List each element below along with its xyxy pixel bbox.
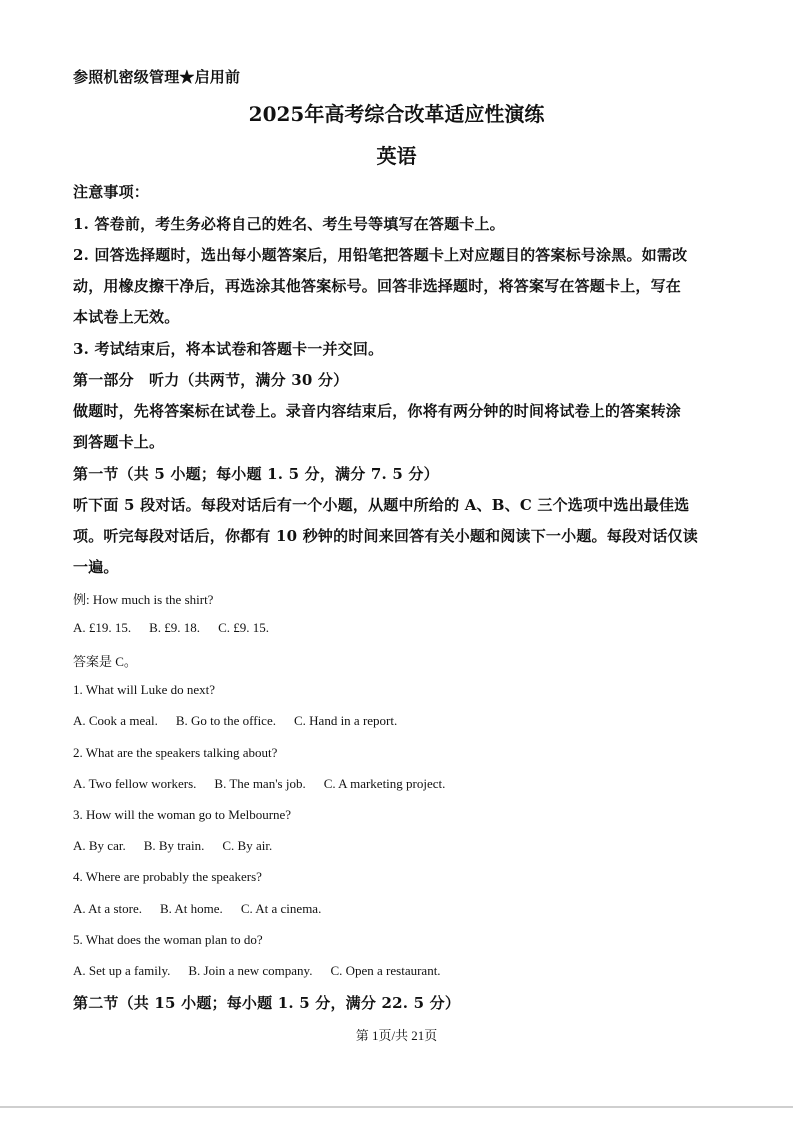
notice-item-3: 3. 考试结束后，将本试卷和答题卡一并交回。 [73, 340, 384, 358]
q5-option-a: A. Set up a family. [73, 963, 171, 978]
question-4: 4. Where are probably the speakers? [73, 869, 262, 884]
example-option-c: C. £9. 15. [218, 620, 269, 635]
notice-item-2-line-2: 动，用橡皮擦干净后，再选涂其他答案标号。回答非选择题时，将答案写在答题卡上，写在 [73, 277, 682, 295]
q1-option-a: A. Cook a meal. [73, 713, 158, 728]
question-5: 5. What does the woman plan to do? [73, 932, 263, 947]
notice-item-1: 1. 答卷前，考生务必将自己的姓名、考生号等填写在答题卡上。 [73, 215, 505, 233]
q5-option-b: B. Join a new company. [188, 963, 313, 978]
section1-heading: 第一节（共 5 小题；每小题 1. 5 分，满分 7. 5 分） [73, 465, 439, 483]
q4-option-c: C. At a cinema. [240, 901, 322, 916]
q3-option-b: B. By train. [143, 838, 205, 853]
question-5-options [73, 963, 459, 979]
part1-heading: 第一部分 听力（共两节，满分 30 分） [73, 371, 349, 389]
notice-item-2-line-1: 2. 回答选择题时，选出每小题答案后，用铅笔把答题卡上对应题目的答案标号涂黑。如需改 [73, 246, 688, 264]
q1-option-b: B. Go to the office. [175, 713, 276, 728]
q2-option-c: C. A marketing project. [323, 776, 446, 791]
page-number: 第 1页/共 21页 [355, 1028, 438, 1043]
question-1-options [73, 713, 415, 729]
q3-option-a: A. By car. [73, 838, 126, 853]
question-2: 2. What are the speakers talking about? [73, 745, 278, 760]
exam-title: 2025年高考综合改革适应性演练 [248, 102, 545, 126]
section2-heading: 第二节（共 15 小题；每小题 1. 5 分，满分 22. 5 分） [73, 994, 461, 1012]
question-2-options [73, 776, 463, 792]
q3-option-c: C. By air. [222, 838, 273, 853]
example-question: 例: How much is the shirt? [73, 592, 214, 607]
section1-intro-line-1: 听下面 5 段对话。每段对话后有一个小题，从题中所给的 A、B、C 三个选项中选出最佳选 [73, 496, 690, 514]
q1-option-c: C. Hand in a report. [293, 713, 398, 728]
section1-intro-line-3: 一遍。 [73, 558, 119, 576]
q4-option-b: B. At home. [159, 901, 223, 916]
example-options [73, 620, 287, 636]
example-answer: 答案是 C。 [73, 654, 137, 669]
example-option-b: B. £9. 18. [149, 620, 201, 635]
q4-option-a: A. At a store. [73, 901, 142, 916]
subject-title: 英语 [376, 144, 417, 168]
question-1: 1. What will Luke do next? [73, 682, 216, 697]
notice-heading: 注意事项： [73, 183, 150, 201]
q5-option-c: C. Open a restaurant. [330, 963, 441, 978]
confidential-label: 参照机密级管理★启用前 [73, 68, 241, 86]
q2-option-a: A. Two fellow workers. [73, 776, 197, 791]
q2-option-b: B. The man's job. [214, 776, 306, 791]
question-4-options [73, 901, 339, 917]
section1-intro-line-2: 项。听完每段对话后，你都有 10 秒钟的时间来回答有关小题和阅读下一小题。每段对话仅读 [73, 527, 698, 545]
question-3-options [73, 838, 290, 854]
part1-intro-line-2: 到答题卡上。 [73, 433, 165, 451]
notice-item-2-line-3: 本试卷上无效。 [73, 308, 180, 326]
example-option-a: A. £19. 15. [73, 620, 132, 635]
page-divider [0, 1106, 793, 1108]
part1-intro-line-1: 做题时，先将答案标在试卷上。录音内容结束后，你将有两分钟的时间将试卷上的答案转涂 [73, 402, 682, 420]
question-3: 3. How will the woman go to Melbourne? [73, 807, 292, 822]
